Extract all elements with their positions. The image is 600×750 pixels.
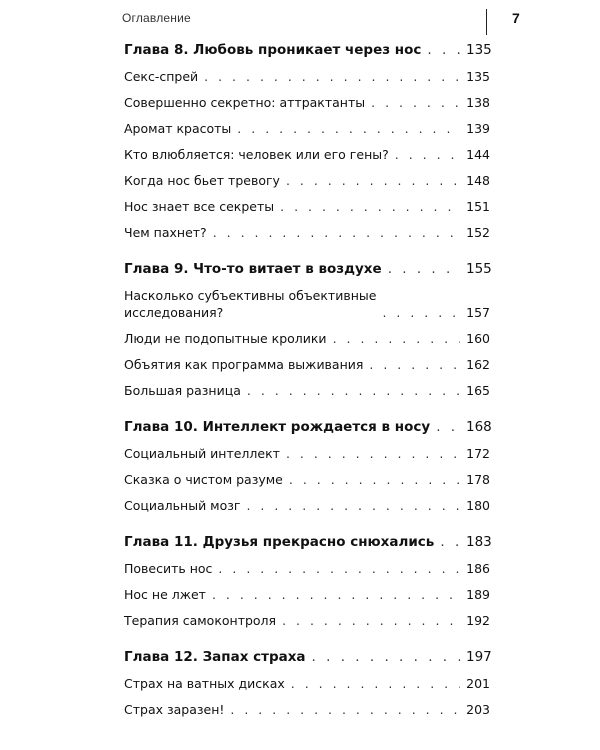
dot-leader (371, 94, 460, 111)
section-title: Социальный интеллект (124, 446, 280, 461)
toc-chapter-9[interactable] (124, 261, 490, 278)
section-page: 172 (466, 446, 490, 461)
running-header-title: Оглавление (122, 11, 191, 25)
chapter-page: 155 (466, 261, 492, 277)
dot-leader (247, 382, 460, 399)
toc-section[interactable] (124, 560, 490, 577)
section-page: 148 (466, 173, 490, 188)
section-title-line-1: Насколько субъективны объективные (124, 288, 377, 303)
dot-leader (436, 419, 460, 436)
chapter-title: Глава 11. Друзья прекрасно снюхались (124, 534, 435, 550)
chapter-title: Глава 10. Интеллект рождается в носу (124, 419, 431, 435)
dot-leader (213, 224, 460, 241)
section-page: 203 (466, 702, 490, 717)
section-title: Люди не подопытные кролики (124, 331, 327, 346)
dot-leader (237, 120, 460, 137)
toc-section[interactable] (124, 68, 490, 85)
section-title: Социальный мозг (124, 498, 241, 513)
dot-leader (282, 612, 460, 629)
section-title: Нос знает все секреты (124, 199, 275, 214)
dot-leader (286, 172, 460, 189)
chapter-page: 183 (466, 534, 492, 550)
dot-leader (395, 146, 460, 163)
section-page: 178 (466, 472, 490, 487)
chapter-page: 168 (466, 419, 492, 435)
section-title: Чем пахнет? (124, 225, 207, 240)
section-title: Когда нос бьет тревогу (124, 173, 280, 188)
chapter-title: Глава 9. Что-то витает в воздухе (124, 261, 382, 277)
dot-leader (246, 497, 460, 514)
toc-chapter-8[interactable] (124, 42, 490, 59)
section-page: 139 (466, 121, 490, 136)
toc-chapter-12[interactable] (124, 649, 490, 666)
section-page: 138 (466, 95, 490, 110)
toc-section[interactable] (124, 612, 490, 629)
dot-leader (312, 649, 460, 666)
section-title: Кто влюбляется: человек или его гены? (124, 147, 389, 162)
dot-leader (388, 261, 460, 278)
toc-section[interactable] (124, 287, 490, 321)
section-page: 201 (466, 676, 490, 691)
section-title-line-2: исследования? (124, 305, 224, 320)
section-title: Большая разница (124, 383, 241, 398)
section-title: Страх заразен! (124, 702, 225, 717)
section-title: Страх на ватных дисках (124, 676, 285, 691)
dot-leader (333, 330, 460, 347)
section-title: Совершенно секретно: аттрактанты (124, 95, 366, 110)
dot-leader (230, 701, 460, 718)
running-header (122, 9, 522, 31)
section-title: Терапия самоконтроля (124, 613, 277, 628)
toc-section[interactable] (124, 330, 490, 347)
dot-leader (218, 560, 460, 577)
section-page: 189 (466, 587, 490, 602)
toc-section[interactable] (124, 382, 490, 399)
toc-section[interactable] (124, 198, 490, 215)
dot-leader (427, 42, 460, 59)
toc-section[interactable] (124, 497, 490, 514)
chapter-title: Глава 12. Запах страха (124, 649, 306, 665)
toc-section[interactable] (124, 445, 490, 462)
section-page: 160 (466, 331, 490, 346)
page-number: 7 (512, 10, 520, 26)
dot-leader (286, 445, 460, 462)
section-title: Аромат красоты (124, 121, 232, 136)
dot-leader (291, 675, 460, 692)
section-title: Сказка о чистом разуме (124, 472, 283, 487)
dot-leader (212, 586, 460, 603)
toc-section[interactable] (124, 172, 490, 189)
dot-leader (289, 471, 460, 488)
toc-chapter-10[interactable] (124, 419, 490, 436)
section-page: 152 (466, 225, 490, 240)
section-page: 151 (466, 199, 490, 214)
toc-section[interactable] (124, 586, 490, 603)
section-page: 144 (466, 147, 490, 162)
section-page: 165 (466, 383, 490, 398)
dot-leader (369, 356, 460, 373)
header-divider (486, 9, 487, 35)
section-title (124, 287, 376, 321)
section-title: Нос не лжет (124, 587, 206, 602)
toc-section[interactable] (124, 701, 490, 718)
toc-section[interactable] (124, 675, 490, 692)
chapter-page: 135 (466, 42, 492, 58)
toc-section[interactable] (124, 146, 490, 163)
section-page: 157 (466, 305, 490, 320)
dot-leader (382, 304, 460, 321)
section-page: 192 (466, 613, 490, 628)
section-page: 180 (466, 498, 490, 513)
section-page: 186 (466, 561, 490, 576)
toc-chapter-11[interactable] (124, 534, 490, 551)
section-page: 135 (466, 69, 490, 84)
section-title: Повесить нос (124, 561, 213, 576)
toc-section[interactable] (124, 120, 490, 137)
dot-leader (280, 198, 460, 215)
toc-section[interactable] (124, 94, 490, 111)
section-title: Объятия как программа выживания (124, 357, 364, 372)
toc-section[interactable] (124, 471, 490, 488)
toc-section[interactable] (124, 224, 490, 241)
toc-section[interactable] (124, 356, 490, 373)
section-title: Секс-спрей (124, 69, 199, 84)
dot-leader (204, 68, 460, 85)
section-page: 162 (466, 357, 490, 372)
chapter-page: 197 (466, 649, 492, 665)
dot-leader (440, 534, 460, 551)
chapter-title: Глава 8. Любовь проникает через нос (124, 42, 422, 58)
